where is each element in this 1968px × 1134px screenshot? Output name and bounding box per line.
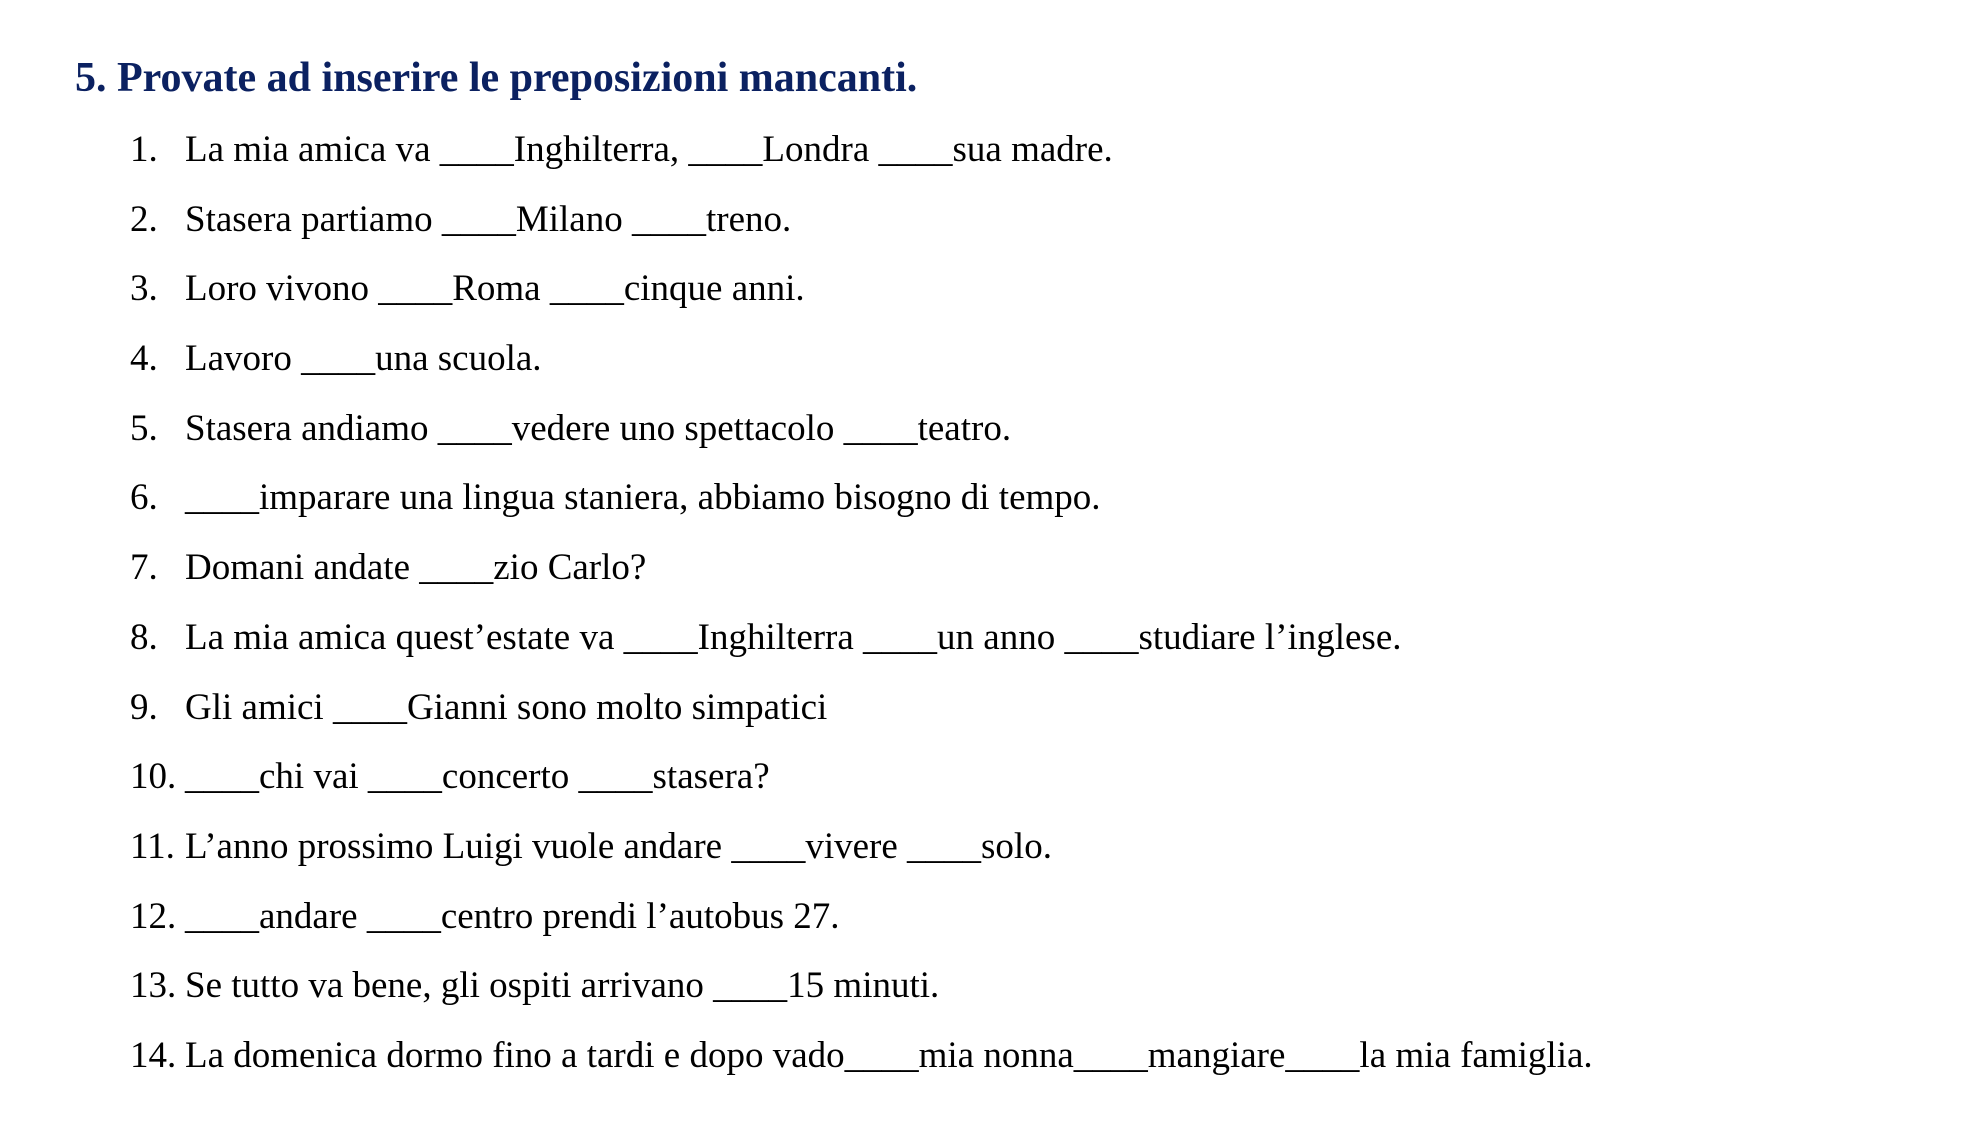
item-sentence: Gli amici ____Gianni sono molto simpatici [185,686,828,728]
item-number: 4. [130,338,158,380]
item-number: 1. [130,129,158,170]
item-sentence: ____chi vai ____concerto ____stasera? [185,756,770,798]
item-number: 8. [130,616,158,658]
item-number: 3. [130,268,158,310]
item-number: 13. [130,965,177,1007]
item-sentence: Domani andate ____zio Carlo? [185,547,647,589]
exercise-title: 5. Provate ad inserire le preposizioni mancanti. [75,55,918,101]
item-sentence: ____andare ____centro prendi l’autobus 27. [185,895,840,937]
item-number: 14. [130,1034,177,1076]
item-sentence: Loro vivono ____Roma ____cinque anni. [185,268,805,310]
item-number: 11. [130,825,175,867]
item-sentence: La mia amica quest’estate va ____Inghilterra ____un anno ____studiare l’inglese. [185,616,1402,658]
item-number: 12. [130,895,177,937]
item-number: 2. [130,198,158,240]
item-sentence: Se tutto va bene, gli ospiti arrivano ____15 minuti. [185,965,940,1007]
item-number: 9. [130,686,158,728]
item-number: 7. [130,547,158,589]
item-number: 5. [130,407,158,449]
item-sentence: Stasera andiamo ____vedere uno spettacolo ____teatro. [185,407,1012,449]
item-sentence: ____imparare una lingua staniera, abbiamo bisogno di tempo. [185,477,1101,519]
item-sentence: La domenica dormo fino a tardi e dopo vado____mia nonna____mangiare____la mia famiglia. [185,1034,1593,1076]
item-sentence: Stasera partiamo ____Milano ____treno. [185,198,792,240]
item-number: 6. [130,477,158,519]
item-sentence: L’anno prossimo Luigi vuole andare ____vivere ____solo. [185,825,1052,867]
item-number: 10. [130,756,177,798]
item-sentence: La mia amica va ____Inghilterra, ____Londra ____sua madre. [185,129,1113,170]
item-sentence: Lavoro ____una scuola. [185,338,542,380]
